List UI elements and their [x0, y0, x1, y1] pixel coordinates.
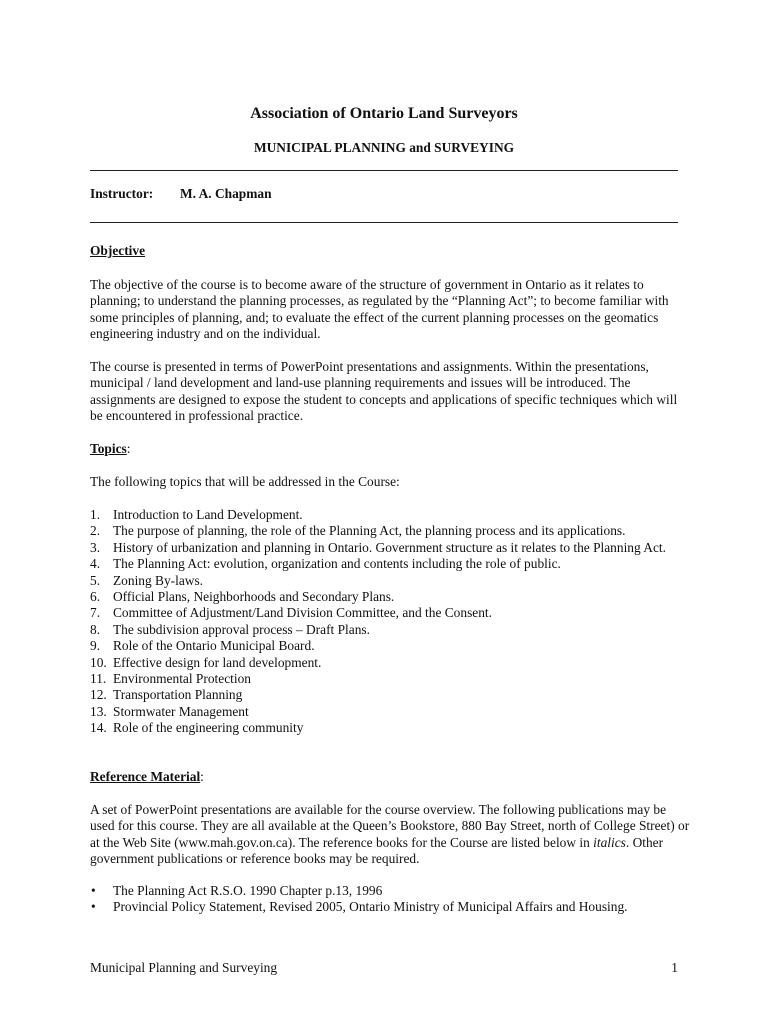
list-item-text: Role of the Ontario Municipal Board. [113, 638, 315, 654]
reference-paragraph-text: A set of PowerPoint presentations are available for the course overview. The following publications may be used for this course. They are all available at the Queen’s Bookstore, 880 Bay Street, north of College Street) or at the Web Site (www.mah.gov.on.ca). The reference books for the Course are listed below in [90, 802, 690, 850]
list-item [90, 589, 690, 605]
list-item-text: The purpose of planning, the role of the Planning Act, the planning process and its applications. [113, 523, 626, 539]
divider-bottom [90, 222, 678, 223]
list-item-number: 12. [90, 687, 107, 703]
objective-heading: Objective [90, 243, 146, 258]
list-item-text: Zoning By-laws. [113, 572, 204, 588]
topics-intro: The following topics that will be addressed in the Course: [90, 474, 400, 489]
instructor-name: M. A. Chapman [180, 186, 272, 201]
bullet-icon: • [91, 883, 96, 898]
list-item-text: Effective design for land development. [113, 654, 322, 670]
list-item-text: Committee of Adjustment/Land Division Committee, and the Consent. [113, 605, 492, 621]
reference-paragraph-italic: italics [593, 834, 626, 850]
list-item-text: Environmental Protection [113, 671, 251, 687]
list-item-number: 5. [90, 572, 101, 588]
topics-list [90, 507, 690, 737]
list-item [90, 671, 690, 687]
list-item [90, 704, 690, 720]
topics-heading-colon: : [126, 441, 131, 456]
reference-heading: Reference Material [90, 769, 201, 784]
list-item-number: 8. [90, 621, 101, 637]
list-item [90, 655, 690, 671]
reference-list [90, 883, 690, 916]
list-item [90, 720, 690, 736]
list-item-text: Stormwater Management [113, 703, 249, 719]
list-item-text: Transportation Planning [113, 687, 243, 703]
page-number: 1 [671, 960, 678, 975]
list-item [90, 883, 690, 899]
list-item-text: History of urbanization and planning in Ontario. Government structure as it relates to the Planning Act. [113, 539, 666, 555]
list-item [90, 523, 690, 539]
reference-paragraph [90, 802, 690, 868]
list-item-text: The subdivision approval process – Draft Plans. [113, 621, 370, 637]
reference-heading-colon: : [200, 769, 204, 784]
list-item [90, 605, 690, 621]
list-item [90, 556, 690, 572]
footer-title: Municipal Planning and Surveying [90, 960, 278, 975]
list-item-number: 4. [90, 556, 101, 572]
list-item-number: 9. [90, 638, 101, 654]
list-item-number: 7. [90, 605, 101, 621]
list-item-text: Provincial Policy Statement, Revised 2005, Ontario Ministry of Municipal Affairs and Housing. [113, 899, 628, 915]
list-item-number: 11. [90, 671, 107, 687]
document-title: Association of Ontario Land Surveyors [250, 105, 518, 122]
list-item-text: The Planning Act R.S.O. 1990 Chapter p.13, 1996 [113, 883, 383, 898]
list-item-text: Role of the engineering community [113, 720, 304, 736]
list-item-number: 6. [90, 589, 101, 605]
objective-paragraph-1: The objective of the course is to become aware of the structure of government in Ontario as it relates to planning; to understand the planning processes, as regulated by the “Planning Act”; to become familiar with some principles of planning, and; to evaluate the effect of the current planning processes on the geomatics engineering industry and on the individual. [90, 277, 669, 342]
list-item-text: The Planning Act: evolution, organization and contents including the role of public. [113, 556, 561, 572]
divider-top [90, 170, 678, 171]
list-item [90, 638, 690, 654]
list-item-number: 3. [90, 539, 101, 555]
instructor-label: Instructor: [90, 186, 154, 201]
list-item-text: Official Plans, Neighborhoods and Secondary Plans. [113, 589, 395, 605]
list-item [90, 540, 690, 556]
list-item-number: 14. [90, 720, 107, 736]
list-item-text: Introduction to Land Development. [113, 507, 303, 522]
list-item-number: 2. [90, 523, 101, 539]
objective-paragraph-2: The course is presented in terms of PowerPoint presentations and assignments. Within the presentations, municipal / land development and land-use planning requirements and issues will be introduced. The assignments are designed to expose the student to concepts and applications of specific techniques which will be encountered in professional practice. [90, 359, 678, 424]
bullet-icon: • [91, 899, 96, 915]
topics-heading-line [90, 441, 130, 457]
list-item-number: 13. [90, 703, 107, 719]
topics-heading: Topics [90, 441, 127, 456]
instructor-line [90, 186, 272, 202]
list-item [90, 899, 690, 915]
list-item [90, 507, 690, 523]
list-item [90, 687, 690, 703]
reference-heading-line [90, 769, 204, 785]
reference-paragraph-text-end: . Other government publications or reference books may be required. [90, 834, 664, 867]
list-item [90, 622, 690, 638]
document-subtitle: MUNICIPAL PLANNING and SURVEYING [253, 140, 515, 155]
list-item [90, 573, 690, 589]
list-item-number: 10. [90, 654, 107, 670]
list-item-number: 1. [90, 507, 101, 522]
